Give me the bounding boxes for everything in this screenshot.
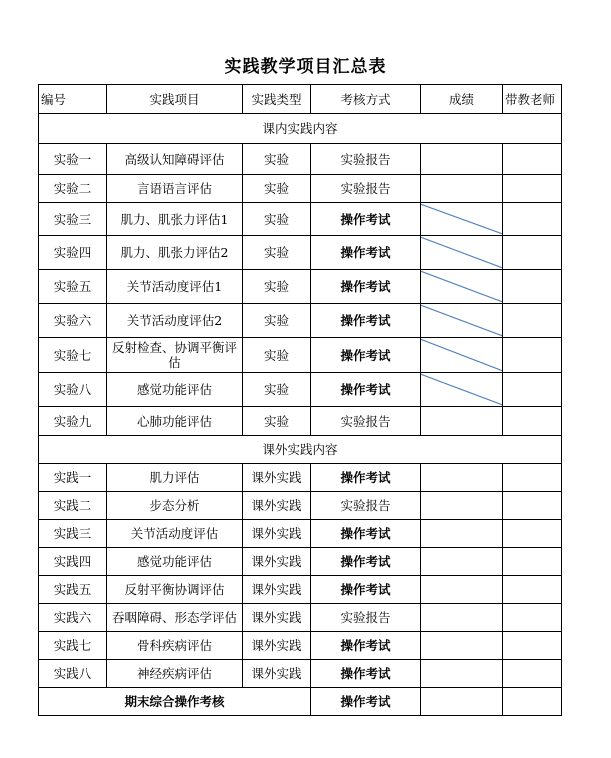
row-teacher-cell bbox=[503, 632, 562, 660]
table-row bbox=[39, 304, 562, 338]
section-row-in-class bbox=[39, 114, 562, 144]
row-type: 课外实践 bbox=[243, 632, 311, 660]
row-type: 实验 bbox=[243, 338, 311, 373]
row-assess: 操作考试 bbox=[311, 373, 421, 407]
final-teacher-cell bbox=[503, 688, 562, 716]
table-row bbox=[39, 492, 562, 520]
row-assess: 操作考试 bbox=[311, 270, 421, 304]
table-row bbox=[39, 604, 562, 632]
row-project: 反射检查、协调平衡评估 bbox=[107, 338, 243, 373]
header-type: 实践类型 bbox=[243, 85, 311, 114]
row-project: 肌力、肌张力评估2 bbox=[107, 236, 243, 270]
row-project: 关节活动度评估1 bbox=[107, 270, 243, 304]
table-row bbox=[39, 407, 562, 436]
row-assess: 实验报告 bbox=[311, 407, 421, 436]
row-type: 课外实践 bbox=[243, 548, 311, 576]
table-row bbox=[39, 270, 562, 304]
diagonal-slash-icon bbox=[421, 373, 502, 406]
row-score-cell bbox=[421, 464, 503, 492]
table-row bbox=[39, 632, 562, 660]
section-title-in-class: 课内实践内容 bbox=[39, 114, 562, 144]
row-score-cell bbox=[421, 270, 503, 304]
table-row bbox=[39, 464, 562, 492]
row-type: 实验 bbox=[243, 236, 311, 270]
row-project: 感觉功能评估 bbox=[107, 373, 243, 407]
out-class-rows bbox=[39, 464, 562, 688]
final-row bbox=[39, 688, 562, 716]
row-assess: 实验报告 bbox=[311, 492, 421, 520]
row-type: 实验 bbox=[243, 144, 311, 175]
row-id: 实验七 bbox=[39, 338, 107, 373]
row-project: 关节活动度评估2 bbox=[107, 304, 243, 338]
row-type: 课外实践 bbox=[243, 660, 311, 688]
row-project: 关节活动度评估 bbox=[107, 520, 243, 548]
diagonal-slash-icon bbox=[421, 338, 502, 372]
table-row bbox=[39, 236, 562, 270]
table-row bbox=[39, 576, 562, 604]
row-type: 课外实践 bbox=[243, 576, 311, 604]
row-score-cell bbox=[421, 632, 503, 660]
header-id: 编号 bbox=[39, 85, 107, 114]
row-id: 实践四 bbox=[39, 548, 107, 576]
summary-table bbox=[38, 84, 562, 716]
row-teacher-cell bbox=[503, 236, 562, 270]
row-score-cell bbox=[421, 236, 503, 270]
diagonal-slash-icon bbox=[421, 270, 502, 303]
row-teacher-cell bbox=[503, 175, 562, 203]
table-row bbox=[39, 548, 562, 576]
row-project: 反射平衡协调评估 bbox=[107, 576, 243, 604]
row-id: 实践五 bbox=[39, 576, 107, 604]
diagonal-slash-icon bbox=[421, 236, 502, 269]
table-row bbox=[39, 660, 562, 688]
row-score-cell bbox=[421, 144, 503, 175]
row-type: 实验 bbox=[243, 175, 311, 203]
row-type: 课外实践 bbox=[243, 492, 311, 520]
row-id: 实践六 bbox=[39, 604, 107, 632]
row-id: 实验一 bbox=[39, 144, 107, 175]
row-teacher-cell bbox=[503, 203, 562, 236]
row-score-cell bbox=[421, 407, 503, 436]
row-id: 实验二 bbox=[39, 175, 107, 203]
table-row bbox=[39, 144, 562, 175]
table-row bbox=[39, 338, 562, 373]
row-teacher-cell bbox=[503, 304, 562, 338]
row-assess: 操作考试 bbox=[311, 464, 421, 492]
row-type: 实验 bbox=[243, 407, 311, 436]
row-assess: 实验报告 bbox=[311, 175, 421, 203]
row-type: 课外实践 bbox=[243, 464, 311, 492]
row-teacher-cell bbox=[503, 520, 562, 548]
row-teacher-cell bbox=[503, 660, 562, 688]
row-score-cell bbox=[421, 604, 503, 632]
row-score-cell bbox=[421, 660, 503, 688]
row-id: 实践一 bbox=[39, 464, 107, 492]
final-label: 期末综合操作考核 bbox=[39, 688, 311, 716]
row-score-cell bbox=[421, 304, 503, 338]
row-id: 实践二 bbox=[39, 492, 107, 520]
row-score-cell bbox=[421, 576, 503, 604]
row-id: 实践三 bbox=[39, 520, 107, 548]
row-teacher-cell bbox=[503, 338, 562, 373]
row-teacher-cell bbox=[503, 144, 562, 175]
row-type: 实验 bbox=[243, 373, 311, 407]
table-row bbox=[39, 373, 562, 407]
header-row bbox=[39, 85, 562, 114]
row-teacher-cell bbox=[503, 492, 562, 520]
final-score-cell bbox=[421, 688, 503, 716]
row-project: 骨科疾病评估 bbox=[107, 632, 243, 660]
row-project: 肌力、肌张力评估1 bbox=[107, 203, 243, 236]
row-score-cell bbox=[421, 175, 503, 203]
row-assess: 操作考试 bbox=[311, 236, 421, 270]
row-assess: 实验报告 bbox=[311, 604, 421, 632]
row-teacher-cell bbox=[503, 407, 562, 436]
row-teacher-cell bbox=[503, 464, 562, 492]
row-assess: 操作考试 bbox=[311, 520, 421, 548]
row-id: 实验五 bbox=[39, 270, 107, 304]
row-assess: 操作考试 bbox=[311, 304, 421, 338]
row-assess: 实验报告 bbox=[311, 144, 421, 175]
row-assess: 操作考试 bbox=[311, 203, 421, 236]
table-row bbox=[39, 520, 562, 548]
row-assess: 操作考试 bbox=[311, 576, 421, 604]
row-project: 步态分析 bbox=[107, 492, 243, 520]
row-teacher-cell bbox=[503, 548, 562, 576]
table-row bbox=[39, 203, 562, 236]
in-class-rows bbox=[39, 144, 562, 436]
row-project: 感觉功能评估 bbox=[107, 548, 243, 576]
row-type: 课外实践 bbox=[243, 604, 311, 632]
row-project: 高级认知障碍评估 bbox=[107, 144, 243, 175]
row-assess: 操作考试 bbox=[311, 548, 421, 576]
row-teacher-cell bbox=[503, 604, 562, 632]
row-id: 实验三 bbox=[39, 203, 107, 236]
row-id: 实验六 bbox=[39, 304, 107, 338]
row-project: 神经疾病评估 bbox=[107, 660, 243, 688]
row-assess: 操作考试 bbox=[311, 660, 421, 688]
table-row bbox=[39, 175, 562, 203]
row-id: 实验九 bbox=[39, 407, 107, 436]
header-project: 实践项目 bbox=[107, 85, 243, 114]
row-score-cell bbox=[421, 520, 503, 548]
row-score-cell bbox=[421, 548, 503, 576]
row-project: 心肺功能评估 bbox=[107, 407, 243, 436]
row-type: 课外实践 bbox=[243, 520, 311, 548]
row-project: 肌力评估 bbox=[107, 464, 243, 492]
row-project: 吞咽障碍、形态学评估 bbox=[107, 604, 243, 632]
row-type: 实验 bbox=[243, 270, 311, 304]
row-id: 实验八 bbox=[39, 373, 107, 407]
row-teacher-cell bbox=[503, 270, 562, 304]
row-teacher-cell bbox=[503, 373, 562, 407]
row-id: 实践七 bbox=[39, 632, 107, 660]
row-id: 实践八 bbox=[39, 660, 107, 688]
diagonal-slash-icon bbox=[421, 203, 502, 235]
diagonal-slash-icon bbox=[421, 304, 502, 337]
page-title: 实践教学项目汇总表 bbox=[224, 57, 387, 77]
row-id: 实验四 bbox=[39, 236, 107, 270]
row-teacher-cell bbox=[503, 576, 562, 604]
section-title-out-class: 课外实践内容 bbox=[39, 436, 562, 464]
row-score-cell bbox=[421, 492, 503, 520]
final-assess: 操作考试 bbox=[311, 688, 421, 716]
header-assess: 考核方式 bbox=[311, 85, 421, 114]
section-row-out-class bbox=[39, 436, 562, 464]
row-assess: 操作考试 bbox=[311, 632, 421, 660]
header-score: 成绩 bbox=[421, 85, 503, 114]
row-project: 言语语言评估 bbox=[107, 175, 243, 203]
row-type: 实验 bbox=[243, 203, 311, 236]
row-score-cell bbox=[421, 203, 503, 236]
row-score-cell bbox=[421, 373, 503, 407]
row-type: 实验 bbox=[243, 304, 311, 338]
row-score-cell bbox=[421, 338, 503, 373]
header-teacher: 带教老师 bbox=[503, 85, 562, 114]
row-assess: 操作考试 bbox=[311, 338, 421, 373]
